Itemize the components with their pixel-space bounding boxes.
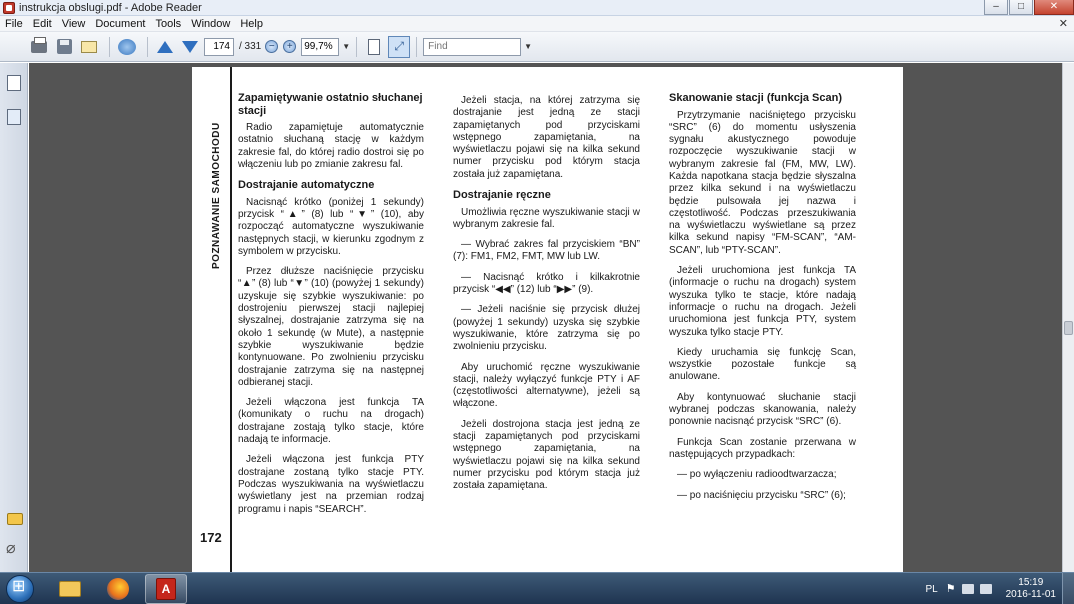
paragraph: — Jeżeli naciśnie się przycisk dłużej (powyżej 1 sekundy) uzyska się szybkie wyszukiwanie, które zatrzyma się po zwolnieniu przycisku. [453, 304, 640, 353]
paragraph: — Nacisnąć krótko i kilkakrotnie przycisk “◀◀” (12) lub “▶▶” (9). [453, 271, 640, 296]
menu-bar [0, 16, 1074, 32]
action-center-icon[interactable]: ⚑ [945, 582, 956, 595]
printer-icon [31, 41, 47, 53]
vertical-scrollbar[interactable] [1062, 63, 1074, 572]
window-title: instrukcja obslugi.pdf - Adobe Reader [19, 1, 202, 14]
adobe-reader-icon [3, 2, 15, 14]
comments-panel-icon[interactable] [7, 513, 23, 525]
toolbar-separator [147, 37, 148, 57]
taskbar-firefox[interactable] [97, 574, 139, 604]
find-dropdown-icon[interactable]: ▼ [524, 42, 533, 51]
system-tray [925, 573, 1074, 604]
previous-page-button[interactable] [154, 36, 176, 58]
zoom-dropdown-icon[interactable]: ▼ [342, 42, 351, 51]
heading: Dostrajanie ręczne [453, 189, 551, 202]
battery-icon[interactable] [962, 584, 974, 594]
next-page-button[interactable] [179, 36, 201, 58]
paragraph: Funkcja Scan zostanie przerwana w następujących przypadkach: [669, 436, 856, 460]
toolbar-separator [356, 37, 357, 57]
clock[interactable] [1006, 577, 1056, 601]
text-column-2 [453, 95, 640, 501]
fit-width-button[interactable]: ⤢ [388, 36, 410, 58]
taskbar [0, 572, 1074, 604]
minimize-button[interactable]: – [984, 0, 1008, 15]
menu-file[interactable]: File [5, 17, 23, 30]
paragraph: Aby kontynuować słuchanie stacji wybranej podczas skanowania, należy ponownie nacisnąć przycisk “SRC” (6). [669, 391, 856, 428]
paragraph: Aby uruchomić ręczne wyszukiwanie stacji, należy wyłączyć funkcje PTY i AF (częstotliwości alternatywne), jeżeli są włączone. [453, 361, 640, 410]
bookmarks-panel-icon[interactable] [7, 109, 21, 125]
start-button[interactable] [6, 575, 34, 603]
menu-tools[interactable]: Tools [155, 17, 182, 30]
toolbar-separator [416, 37, 417, 57]
title-bar [0, 0, 1074, 16]
clock-date: 2016-11-01 [1005, 589, 1056, 600]
zoom-in-button[interactable]: + [283, 40, 296, 53]
paragraph: Jeżeli dostrojona stacja jest jedną ze stacji zapamiętanych pod przyciskami wstępnego zapamiętania, na wyświetlaczu pojawi się na kilka sekund numer przycisku pod którym stacja już została zapamiętana. [453, 418, 640, 492]
print-button[interactable] [28, 36, 50, 58]
show-desktop-button[interactable] [1062, 573, 1074, 604]
navigation-panel [0, 63, 28, 572]
pdf-icon: A [156, 578, 176, 600]
menu-view[interactable]: View [61, 17, 86, 30]
paragraph: Jeżeli stacja, na której zatrzyma się dostrajanie jest jedną ze stacji zapamiętanych pod przyciskami wstępnego zapamiętania, na wyświetlaczu pojawi się na kilka sekund numer przycisku pod którym stacja została już zapamiętana. [453, 95, 640, 180]
paragraph: Jeżeli uruchomiona jest funkcja TA (informacje o ruchu na drogach) system wyszuka tylko te stacje, które nadają informacje o ruchu na drogach. Jeżeli uruchomiona jest funkcja PTY, system wyszuka tylko stacje PTY. [669, 265, 856, 338]
paragraph: Kiedy uruchamia się funkcję Scan, wszystkie pozostałe funkcje są anulowane. [669, 346, 856, 383]
menu-edit[interactable]: Edit [32, 17, 52, 30]
find-input[interactable] [423, 38, 521, 56]
comment-icon [118, 39, 136, 55]
scrollbar-thumb[interactable] [1064, 321, 1073, 335]
envelope-icon [81, 41, 97, 53]
window-controls [983, 0, 1074, 16]
menu-help[interactable]: Help [240, 17, 263, 30]
folder-icon [59, 581, 81, 597]
paragraph: — po naciśnięciu przycisku “SRC” (6); [677, 489, 846, 501]
taskbar-explorer[interactable] [49, 574, 91, 604]
page-number: 172 [200, 530, 222, 545]
heading: Dostrajanie automatyczne [238, 179, 375, 192]
arrow-down-icon [182, 41, 198, 53]
paragraph: — po wyłączeniu radioodtwarzacza; [677, 469, 837, 481]
toolbar [0, 32, 1074, 62]
paragraph: Jeżeli włączona jest funkcja PTY dostrajane zostaną tylko stacje PTY. Podczas wyszukiwania na wyświetlaczu wyświetlany jest na przemian rodzaj programu i napis “SEARCH”. [238, 454, 424, 515]
heading: Skanowanie stacji (funkcja Scan) [669, 92, 843, 104]
paragraph: Przez dłuższe naciśnięcie przycisku “▲” (8) lub “▼” (10) (powyżej 1 sekundy) uzyskuje się szybkie wyszukiwanie: po dostrojeniu pierwszej stacji najlepiej słyszalnej, dostrajanie zatrzyma się na około 1 sekundę (w Mute), a następnie szybkie wyszukiwanie będzie kontynuowane. Po zwolnieniu przycisku dostrajanie zatrzyma się na następnej odbieranej stacji. [238, 266, 424, 388]
text-column-3 [669, 92, 856, 510]
section-label [210, 94, 226, 269]
comment-button[interactable] [116, 36, 138, 58]
page-number-input[interactable] [204, 38, 234, 56]
fit-page-button[interactable] [363, 36, 385, 58]
pages-panel-icon[interactable] [7, 75, 21, 91]
network-icon[interactable] [980, 584, 992, 594]
close-button[interactable]: ✕ [1034, 0, 1074, 15]
toolbar-separator [109, 37, 110, 57]
paragraph: Radio zapamiętuje automatycznie ostatnio słuchaną stację w każdym zakresie fal, do której radio dostroi się po włączeniu lub po zmianie zakresu fal. [238, 122, 424, 170]
clock-time: 15:19 [1018, 577, 1044, 588]
paragraph: — Wybrać zakres fal przyciskiem “BN” (7): FM1, FM2, FMT, MW lub LW. [453, 239, 640, 263]
page-vertical-rule [230, 67, 232, 572]
firefox-icon [107, 578, 129, 600]
floppy-disk-icon [57, 39, 72, 54]
paragraph: Umożliwia ręczne wyszukiwanie stacji w wybranym zakresie fal. [453, 206, 640, 230]
paragraph: Nacisnąć krótko (poniżej 1 sekundy) przycisk “▲” (8) lub “▼” (10), aby rozpocząć automatyczne wyszukiwanie następnych stacji, w kierunku zgodnym z symbolem w przycisku. [238, 196, 424, 257]
section-label-text: POZNAWANIE SAMOCHODU [211, 122, 222, 269]
arrow-up-icon [157, 41, 173, 53]
heading: Zapamiętywanie ostatnio słuchanej stacji [238, 92, 423, 117]
menu-document[interactable]: Document [95, 17, 146, 30]
language-indicator[interactable]: PL [925, 583, 938, 595]
paragraph: Jeżeli włączona jest funkcja TA (komunikaty o ruchu na drogach) dostrajane zostają tylko stacje, które nadają te informacje. [238, 397, 424, 446]
page-total: / 331 [239, 41, 262, 52]
menu-window[interactable]: Window [191, 17, 231, 30]
maximize-button[interactable]: □ [1009, 0, 1033, 15]
close-document-icon[interactable]: ✕ [1058, 18, 1068, 30]
zoom-out-button[interactable]: − [265, 40, 278, 53]
email-button[interactable] [78, 36, 100, 58]
text-column-1 [238, 92, 424, 524]
zoom-input[interactable] [301, 38, 339, 56]
attachments-panel-icon[interactable]: ⌀ [6, 540, 16, 557]
save-button[interactable] [53, 36, 75, 58]
fit-page-icon [368, 39, 380, 55]
taskbar-adobe-reader[interactable] [145, 574, 187, 604]
paragraph: Przytrzymanie naciśniętego przycisku “SRC” (6) do momentu usłyszenia sygnału akustycznego powoduje rozpoczęcie wyszukiwanie stacji w wybranym zakresie fal (FM, MW, LW). Każda napotkana stacja będzie słyszalna przez kilka sekund i na wyświetlaczu będzie pulsowała jej nazwa i częstotliwość. Podczas przeszukiwania na wyświetlaczu wyświetlane są przez kilka sekund napisy “FM-SCAN”, “AM-SCAN”, lub “PTY-SCAN”. [669, 109, 856, 256]
